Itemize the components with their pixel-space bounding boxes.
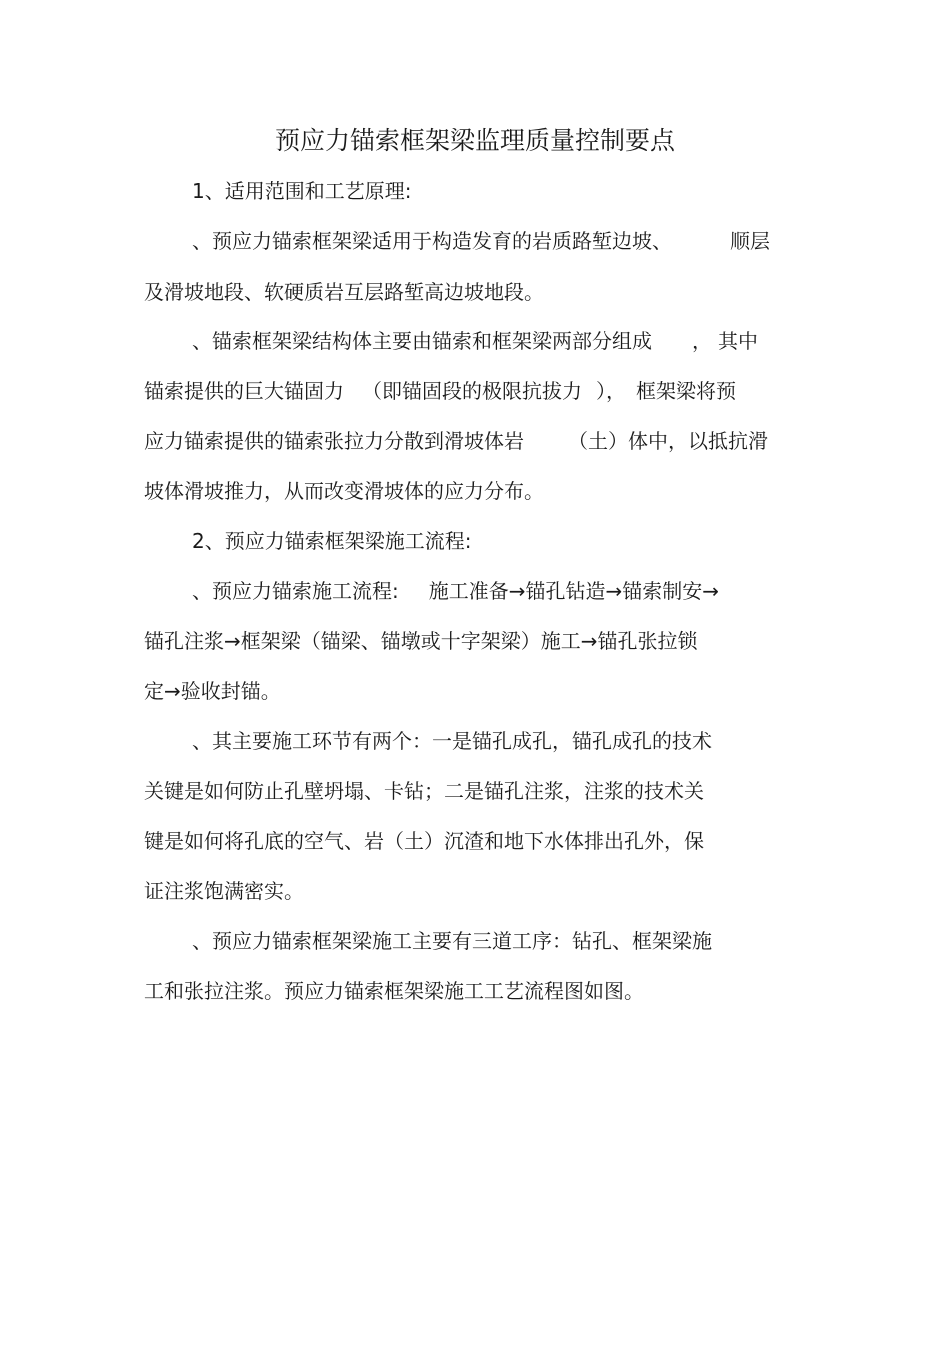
section-2-para-3-line-1: 、预应力锚索框架梁施工主要有三道工序：钻孔、框架梁施: [192, 929, 712, 953]
text-run: 、预应力锚索框架梁适用于构造发育的岩质路堑边坡、: [192, 229, 672, 253]
text-run: 其中: [718, 329, 758, 353]
section-1-para-1-line-2: 及滑坡地段、软硬质岩互层路堑高边坡地段。: [144, 280, 544, 304]
section-2-para-1-line-1: [192, 576, 719, 606]
text-run: ），: [596, 379, 626, 403]
text-run: （土）体中，以抵抗滑: [568, 429, 768, 453]
section-2-para-3-line-2: 工和张拉注浆。预应力锚索框架梁施工工艺流程图如图。: [144, 979, 644, 1003]
section-2-para-2-line-4: 证注浆饱满密实。: [144, 879, 304, 903]
text-run: （即锚固段的极限抗拔力: [362, 379, 582, 403]
section-1-para-2-line-1: [192, 326, 758, 356]
text-run: 应力锚索提供的锚索张拉力分散到滑坡体岩: [144, 429, 524, 453]
section-2-para-2-line-3: 键是如何将孔底的空气、岩（土）沉渣和地下水体排出孔外，保: [144, 829, 704, 853]
text-run: 锚索提供的巨大锚固力: [144, 379, 344, 403]
text-run: 施工准备→锚孔钻造→锚索制安→: [428, 579, 720, 603]
section-1-para-2-line-2: [144, 376, 736, 406]
section-2-para-1-line-2: 锚孔注浆→框架梁（锚梁、锚墩或十字架梁）施工→锚孔张拉锁: [144, 629, 698, 653]
section-2-para-1-line-3: 定→验收封锚。: [144, 679, 281, 703]
text-run: 、锚索框架梁结构体主要由锚索和框架梁两部分组成: [192, 329, 652, 353]
section-1-para-2-line-3: [144, 426, 768, 456]
section-1-heading: 1、适用范围和工艺原理:: [192, 179, 412, 203]
section-2-heading: 2、预应力锚索框架梁施工流程:: [192, 529, 472, 553]
section-1-para-2-line-4: 坡体滑坡推力，从而改变滑坡体的应力分布。: [144, 479, 544, 503]
document-title: 预应力锚索框架梁监理质量控制要点: [274, 126, 675, 155]
section-2-para-2-line-2: 关键是如何防止孔壁坍塌、卡钻；二是锚孔注浆，注浆的技术关: [144, 779, 704, 803]
section-2-para-2-line-1: 、其主要施工环节有两个：一是锚孔成孔，锚孔成孔的技术: [192, 729, 712, 753]
text-run: ，: [692, 329, 712, 353]
text-run: 、预应力锚索施工流程:: [192, 579, 399, 603]
text-run: 顺层: [730, 229, 770, 253]
text-run: 框架梁将预: [636, 379, 736, 403]
section-1-para-1-line-1: [192, 226, 770, 256]
